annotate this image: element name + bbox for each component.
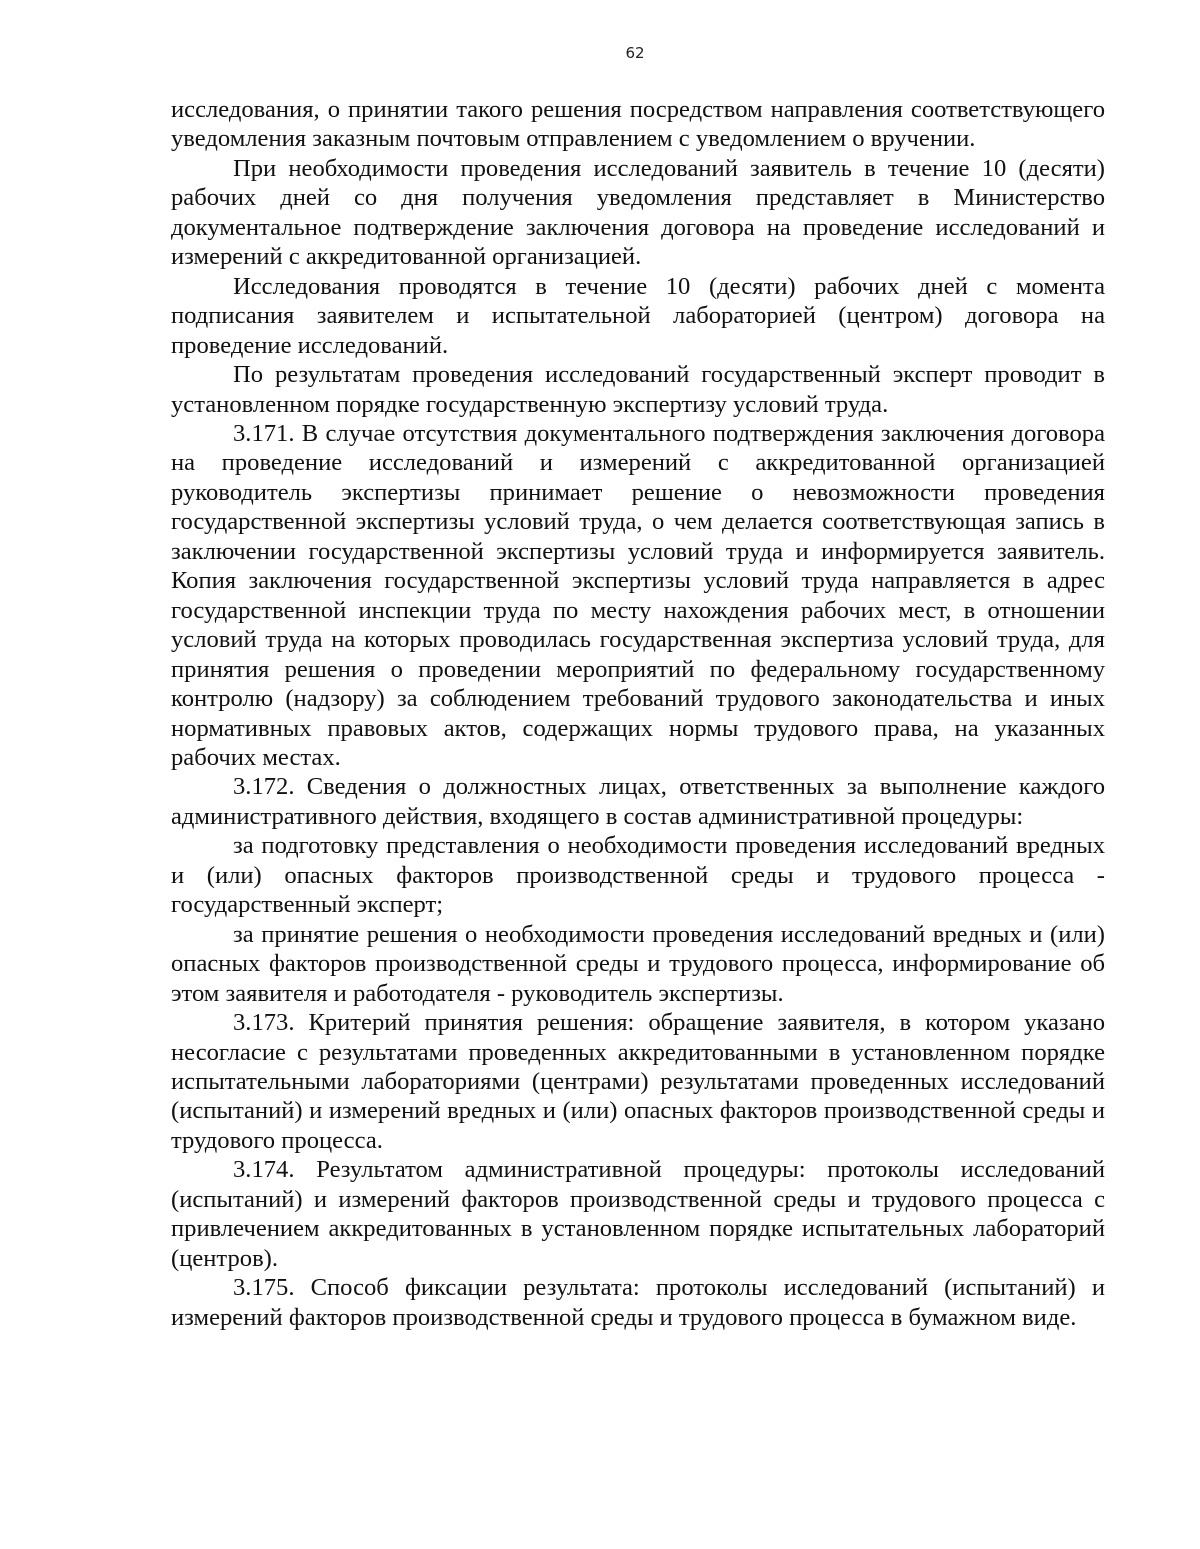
paragraph-continuation: исследования, о принятии такого решения посредством направления соответствующего уведомления заказным почтовым отправлением с уведомлением о вручении. [171, 96, 1105, 153]
paragraph-responsible-preparation: за подготовку представления о необходимости проведения исследований вредных и (или) опасных факторов производственной среды и трудового процесса - государственный эксперт; [171, 832, 1105, 919]
paragraph-3-175: 3.175. Способ фиксации результата: протоколы исследований (испытаний) и измерений факторов производственной среды и трудового процесса в бумажном виде. [171, 1274, 1105, 1331]
paragraph-research-necessity: При необходимости проведения исследований заявитель в течение 10 (десяти) рабочих дней со дня получения уведомления представляет в Министерство документальное подтверждение заключения договора на проведение исследований и измерений с аккредитованной организацией. [171, 154, 1105, 271]
paragraph-research-duration: Исследования проводятся в течение 10 (десяти) рабочих дней с момента подписания заявителем и испытательной лабораторией (центром) договора на проведение исследований. [171, 272, 1105, 359]
paragraph-3-173: 3.173. Критерий принятия решения: обращение заявителя, в котором указано несогласие с результатами проведенных аккредитованными в установленном порядке испытательными лабораториями (центрами) результатами проведенных исследований (испытаний) и измерений вредных и (или) опасных факторов производственной среды и трудового процесса. [171, 1009, 1105, 1154]
paragraph-3-171: 3.171. В случае отсутствия документального подтверждения заключения договора на проведение исследований и измерений с аккредитованной организацией руководитель экспертизы принимает решение о невозможности проведения государственной экспертизы условий труда, о чем делается соответствующая запись в заключении государственной экспертизы условий труда и информируется заявитель. Копия заключения государственной экспертизы условий труда направляется в адрес государственной инспекции труда по месту нахождения рабочих мест, в отношении условий труда на которых проводилась государственная экспертиза условий труда, для принятия решения о проведении мероприятий по федеральному государственному контролю (надзору) за соблюдением требований трудового законодательства и иных нормативных правовых актов, содержащих нормы трудового права, на указанных рабочих местах. [171, 419, 1105, 771]
document-body [171, 95, 1105, 1332]
page-number: 62 [625, 44, 645, 62]
paragraph-research-results: По результатам проведения исследований государственный эксперт проводит в установленном порядке государственную экспертизу условий труда. [171, 361, 1105, 418]
paragraph-3-174: 3.174. Результатом административной процедуры: протоколы исследований (испытаний) и измерений факторов производственной среды и трудового процесса с привлечением аккредитованных в установленном порядке испытательных лабораторий (центров). [171, 1156, 1105, 1272]
paragraph-responsible-decision: за принятие решения о необходимости проведения исследований вредных и (или) опасных факторов производственной среды и трудового процесса, информирование об этом заявителя и работодателя - руководитель экспертизы. [171, 920, 1105, 1007]
paragraph-3-172: 3.172. Сведения о должностных лицах, ответственных за выполнение каждого административного действия, входящего в состав административной процедуры: [171, 773, 1105, 830]
